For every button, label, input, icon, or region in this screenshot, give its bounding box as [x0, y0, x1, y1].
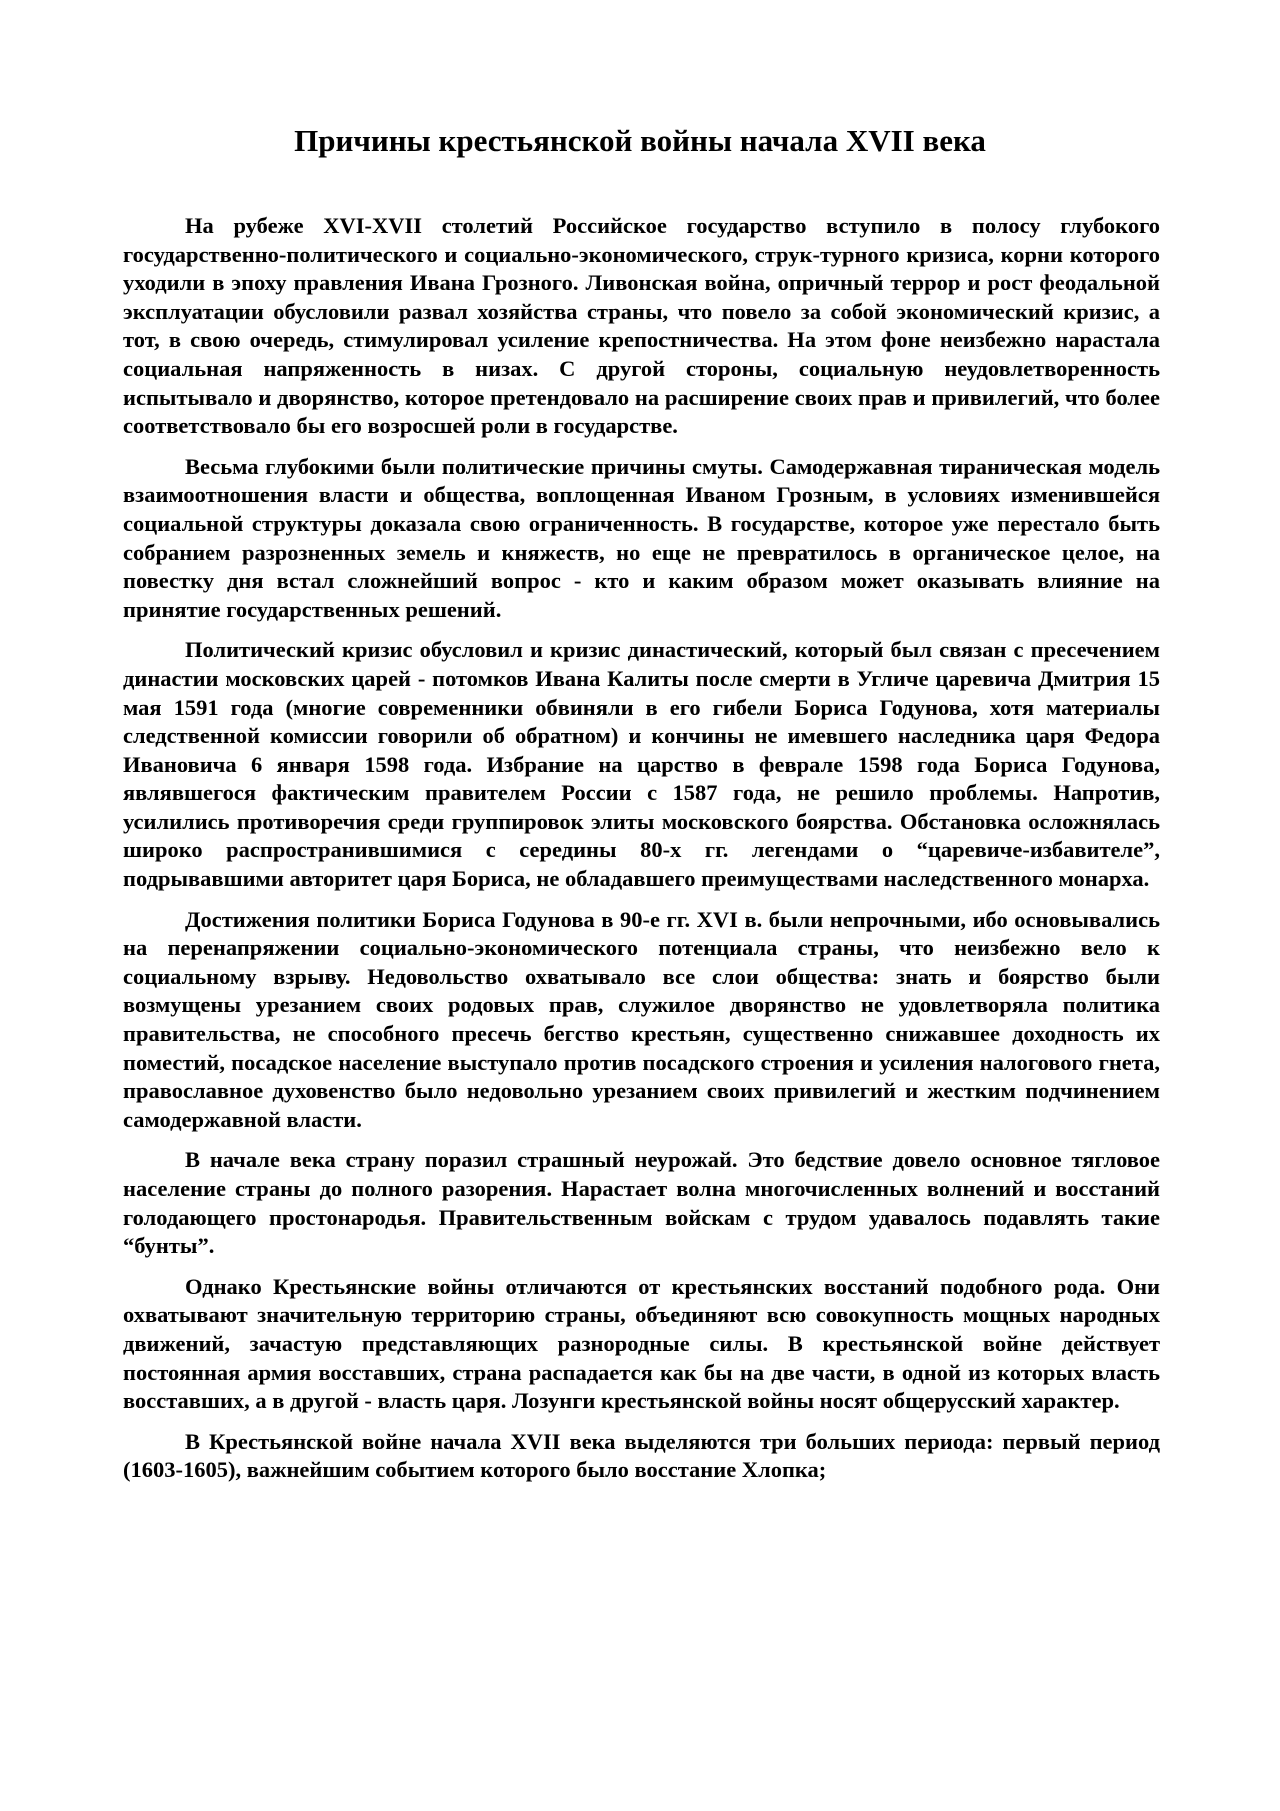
paragraph-7: В Крестьянской войне начала XVII века выделяются три больших периода: первый период (1603-1605), важнейшим событием которого было восстание Хлопка;: [123, 1428, 1160, 1483]
paragraph-2: Весьма глубокими были политические причины смуты. Самодержавная тираническая модель взаимоотношения власти и общества, воплощенная Иваном Грозным, в условиях изменившейся социальной структуры доказала свою ограниченность. В государстве, которое уже перестало быть собранием разрозненных земель и княжеств, но еще не превратилось в органическое целое, на повестку дня встал сложнейший вопрос - кто и каким образом может оказывать влияние на принятие государственных решений.: [123, 453, 1160, 622]
paragraph-6: Однако Крестьянские войны отличаются от крестьянских восстаний подобного рода. Они охватывают значительную территорию страны, объединяют всю совокупность мощных народных движений, зачастую представляющих разнородные силы. В крестьянской войне действует постоянная армия восставших, страна распадается как бы на две части, в одной из которых власть восставших, а в другой - власть царя. Лозунги крестьянской войны носят общерусский характер.: [123, 1273, 1160, 1414]
document-body: [123, 212, 1160, 1497]
paragraph-1: На рубеже XVI-XVII столетий Российское государство вступило в полосу глубокого государственно-политического и социально-экономического, струк-турного кризиса, корни которого уходили в эпоху правления Ивана Грозного. Ливонская война, опричный террор и рост феодальной эксплуатации обусловили развал хозяйства страны, что повело за собой экономический кризис, а тот, в свою очередь, стимулировал усиление крепостничества. На этом фоне неизбежно нарастала социальная напряженность в низах. С другой стороны, социальную неудовлетворенность испытывало и дворянство, которое претендовало на расширение своих прав и привилегий, что более соответствовало бы его возросшей роли в государстве.: [123, 213, 1160, 439]
paragraph-4: Достижения политики Бориса Годунова в 90-е гг. XVI в. были непрочными, ибо основывались на перенапряжении социально-экономического потенциала страны, что неизбежно вело к социальному взрыву. Недовольство охватывало все слои общества: знать и боярство были возмущены урезанием своих родовых прав, служилое дворянство не удовлетворяла политика правительства, не способного пресечь бегство крестьян, существенно снижавшее доходность их поместий, посадское население выступало против посадского строения и усиления налогового гнета, православное духовенство было недовольно урезанием своих привилегий и жестким подчинением самодержавной власти.: [123, 906, 1160, 1132]
paragraph-3: Политический кризис обусловил и кризис династический, который был связан с пресечением династии московских царей - потомков Ивана Калиты после смерти в Угличе царевича Дмитрия 15 мая 1591 года (многие современники обвиняли в его гибели Бориса Годунова, хотя материалы следственной комиссии говорили об обратном) и кончины не имевшего наследника царя Федора Ивановича 6 января 1598 года. Избрание на царство в феврале 1598 года Бориса Годунова, являвшегося фактическим правителем России с 1587 года, не решило проблемы. Напротив, усилились противоречия среди группировок элиты московского боярства. Обстановка осложнялась широко распространившимися с середины 80-х гг. легендами о “царевиче-избавителе”, подрывавшими авторитет царя Бориса, не обладавшего преимуществами наследственного монарха.: [123, 637, 1160, 892]
paragraph-5: В начале века страну поразил страшный неурожай. Это бедствие довело основное тягловое население страны до полного разорения. Нарастает волна многочисленных волнений и восстаний голодающего простонародья. Правительственным войскам с трудом удавалось подавлять такие “бунты”.: [123, 1147, 1160, 1259]
document-title: Причины крестьянской войны начала XVII века: [294, 123, 986, 158]
